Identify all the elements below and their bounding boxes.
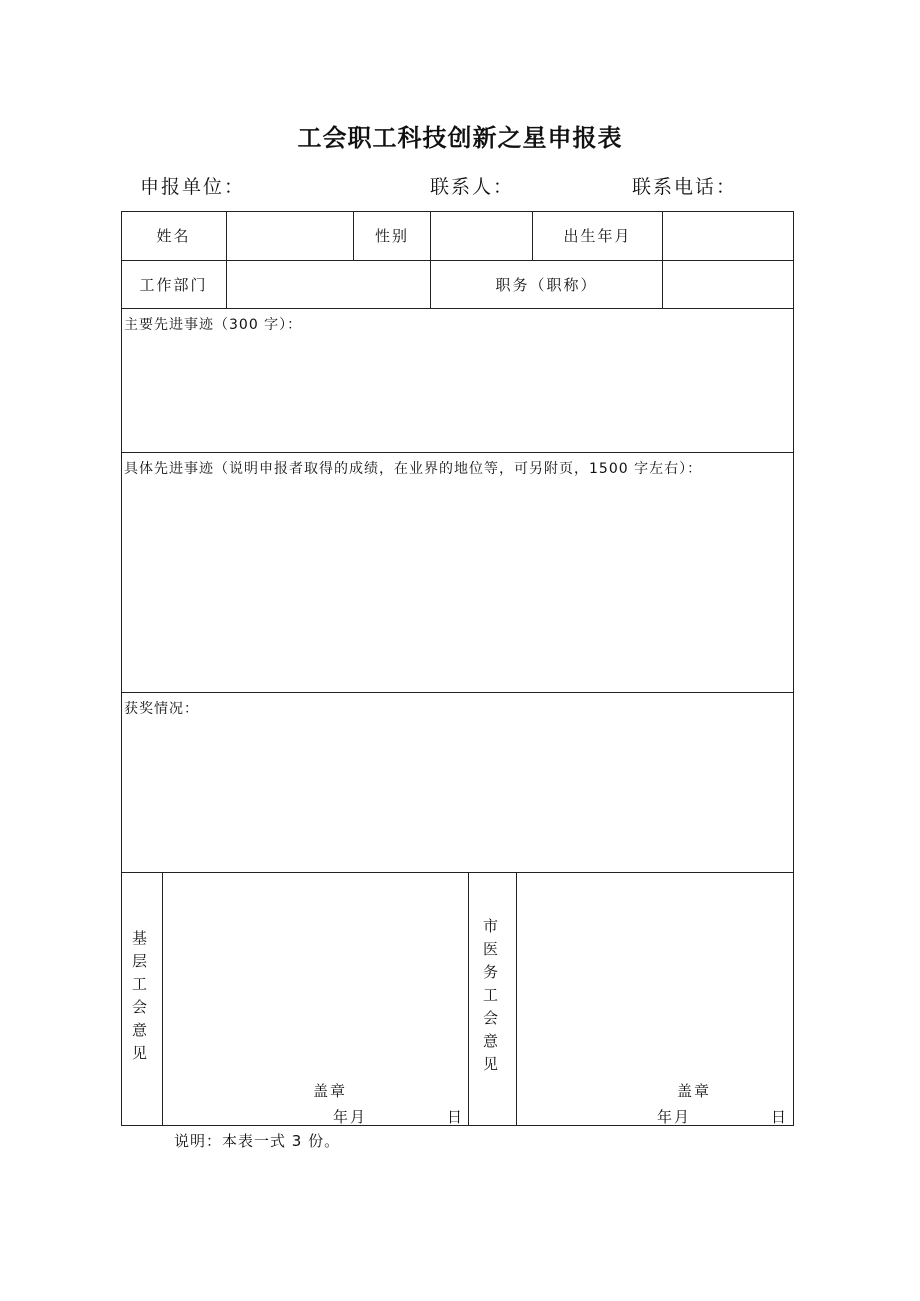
col-divider — [468, 872, 469, 1126]
city-seal-label: 盖章 — [677, 1082, 712, 1100]
form-footnote: 说明：本表一式 3 份。 — [174, 1132, 341, 1150]
department-label: 工作部门 — [139, 275, 208, 294]
gender-label: 性别 — [374, 227, 409, 245]
col-divider — [516, 872, 517, 1126]
grassroots-year-month: 年月 — [333, 1108, 368, 1126]
detailed-deeds-label: 具体先进事迹（说明申报者取得的成绩，在业界的地位等，可另附页，1500 字左右）： — [124, 461, 703, 477]
name-label: 姓名 — [156, 227, 191, 245]
main-deeds-label: 主要先进事迹（300 字）： — [124, 317, 303, 333]
row-divider — [121, 308, 794, 309]
contact-phone-label: 联系电话： — [632, 176, 738, 198]
name-field[interactable] — [227, 211, 353, 260]
grassroots-day: 日 — [447, 1108, 465, 1126]
birth-date-label: 出生年月 — [563, 227, 632, 245]
grassroots-seal-label: 盖章 — [313, 1082, 348, 1100]
reporting-unit-label: 申报单位： — [140, 176, 246, 198]
row-divider — [121, 872, 794, 873]
birth-date-field[interactable] — [663, 211, 793, 260]
city-day: 日 — [771, 1108, 789, 1126]
grassroots-union-opinion-label: 基层工会意见 — [130, 930, 148, 1068]
position-field[interactable] — [663, 260, 793, 308]
form-title: 工会职工科技创新之星申报表 — [297, 124, 623, 152]
awards-label: 获奖情况： — [124, 701, 199, 717]
row-divider — [121, 692, 794, 693]
form-table — [121, 211, 794, 1126]
department-field[interactable] — [227, 260, 430, 308]
city-medical-union-opinion-label: 市医务工会意见 — [481, 918, 499, 1079]
gender-field[interactable] — [431, 211, 532, 260]
city-year-month: 年月 — [657, 1108, 692, 1126]
contact-person-label: 联系人： — [430, 176, 515, 198]
col-divider — [162, 872, 163, 1126]
position-label: 职务（职称） — [495, 275, 598, 294]
row-divider — [121, 452, 794, 453]
